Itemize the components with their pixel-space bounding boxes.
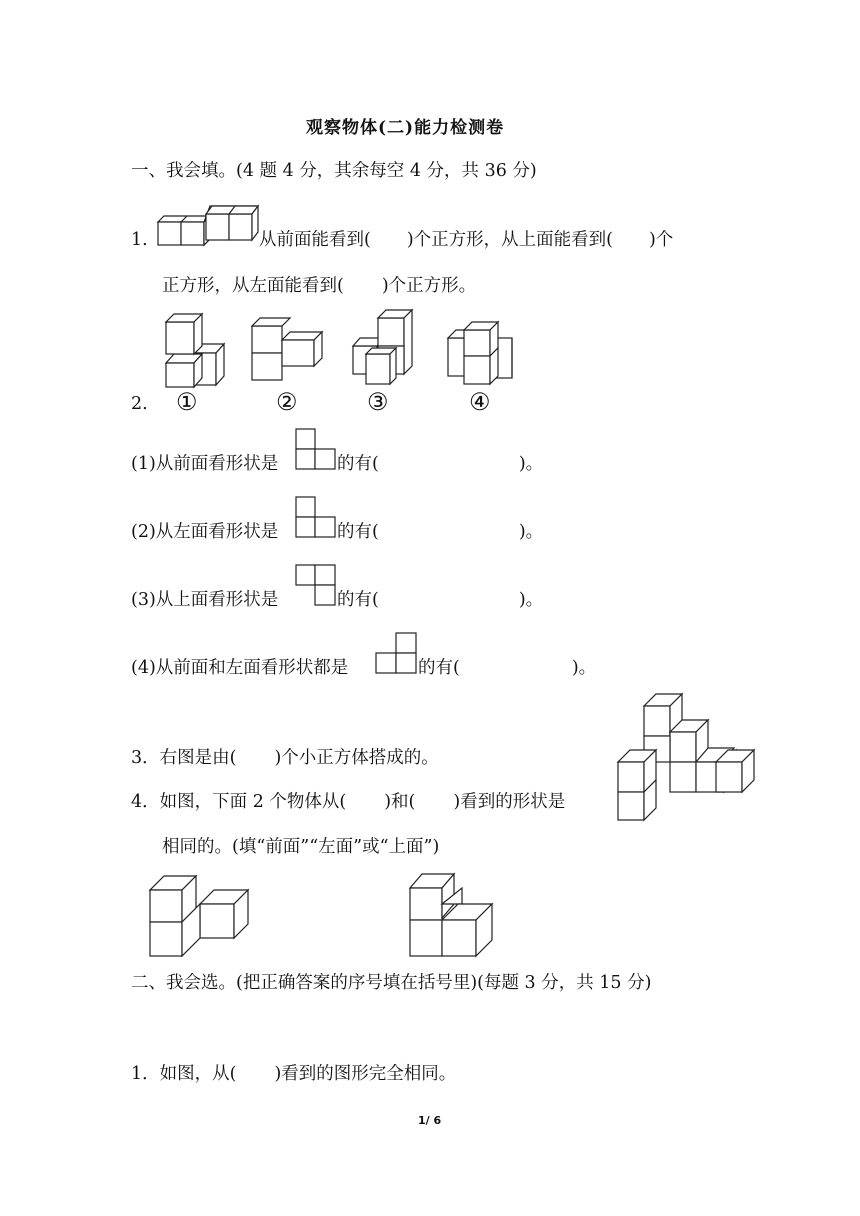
q2-sub-4-tail <box>418 660 596 678</box>
q1-text-b: )个正方形，从上面能看到( <box>406 230 613 250</box>
q4-line2: 相同的。(填“前面”“左面”或“上面”) <box>162 837 440 857</box>
q2-label-1: ① <box>176 388 198 416</box>
q2-sub-2 <box>131 524 278 542</box>
section-2-heading: 二、我会选。(把正确答案的序号填在括号里)(每题 3 分，共 15 分) <box>131 973 652 993</box>
q4-figure-right <box>406 868 498 960</box>
q2-sub-3-suffix-a: 的有( <box>337 590 379 610</box>
q3-text-a: 3．右图是由( <box>131 748 237 768</box>
q2-label-3: ③ <box>367 388 389 416</box>
q2-sub-2-shape <box>295 496 337 540</box>
q2-sub-1-prefix: (1)从前面看形状是 <box>131 454 279 474</box>
q2-number: 2. <box>131 394 148 414</box>
q3-line <box>131 750 439 768</box>
q2-sub-3-prefix: (3)从上面看形状是 <box>131 590 279 610</box>
q2-sub-3-tail <box>337 592 543 610</box>
q2-figure-2 <box>252 318 322 380</box>
q2-figure-4 <box>448 322 512 384</box>
q2-sub-1 <box>131 456 278 474</box>
q2-figures <box>148 308 528 398</box>
q2-sub-4 <box>131 660 348 678</box>
q2-sub-1-suffix-b: )。 <box>518 454 544 474</box>
q3-text-b: )个小正方体搭成的。 <box>274 748 439 768</box>
q1-number: 1. <box>131 230 148 250</box>
q1-line2-b: )个正方形。 <box>381 276 477 296</box>
q4-figure-left <box>146 868 256 960</box>
page-title: 观察物体(二)能力检测卷 <box>306 118 505 138</box>
q2-sub-4-suffix-a: 的有( <box>418 658 460 678</box>
s2-q1-line <box>131 1066 456 1084</box>
q2-sub-4-suffix-b: )。 <box>571 658 597 678</box>
page-number: 1/ 6 <box>418 1114 442 1127</box>
q2-sub-3 <box>131 592 278 610</box>
q2-sub-1-tail <box>337 456 543 474</box>
q2-sub-4-prefix: (4)从前面和左面看形状都是 <box>131 658 349 678</box>
q2-figure-3 <box>353 310 412 384</box>
q4-line1 <box>131 794 565 812</box>
q2-sub-1-shape <box>295 428 337 472</box>
q2-sub-2-tail <box>337 524 543 542</box>
q1-line2 <box>162 278 476 296</box>
q2-label-2: ② <box>276 388 298 416</box>
q2-sub-2-suffix-a: 的有( <box>337 522 379 542</box>
q3-cube-figure <box>612 690 776 824</box>
q2-sub-4-shape <box>375 632 419 676</box>
q1-text-c: )个 <box>648 230 674 250</box>
q4-text-b: )和( <box>384 792 416 812</box>
q2-sub-3-suffix-b: )。 <box>518 590 544 610</box>
q1-line1 <box>259 232 673 250</box>
section-1-heading: 一、我会填。(4 题 4 分，其余每空 4 分，共 36 分) <box>131 161 537 181</box>
q2-sub-1-suffix-a: 的有( <box>337 454 379 474</box>
q2-sub-2-prefix: (2)从左面看形状是 <box>131 522 279 542</box>
q1-line2-a: 正方形，从左面能看到( <box>162 276 344 296</box>
q2-sub-3-shape <box>295 564 337 608</box>
q4-text-a: 4．如图，下面 2 个物体从( <box>131 792 347 812</box>
q2-figure-1 <box>166 314 224 387</box>
q1-cube-figure <box>154 202 262 248</box>
s2-q1-text-b: )看到的图形完全相同。 <box>274 1064 457 1084</box>
q2-label-4: ④ <box>469 388 491 416</box>
s2-q1-text-a: 1．如图，从( <box>131 1064 237 1084</box>
q4-text-c: )看到的形状是 <box>453 792 566 812</box>
q2-sub-2-suffix-b: )。 <box>518 522 544 542</box>
q1-text-a: 从前面能看到( <box>259 230 371 250</box>
